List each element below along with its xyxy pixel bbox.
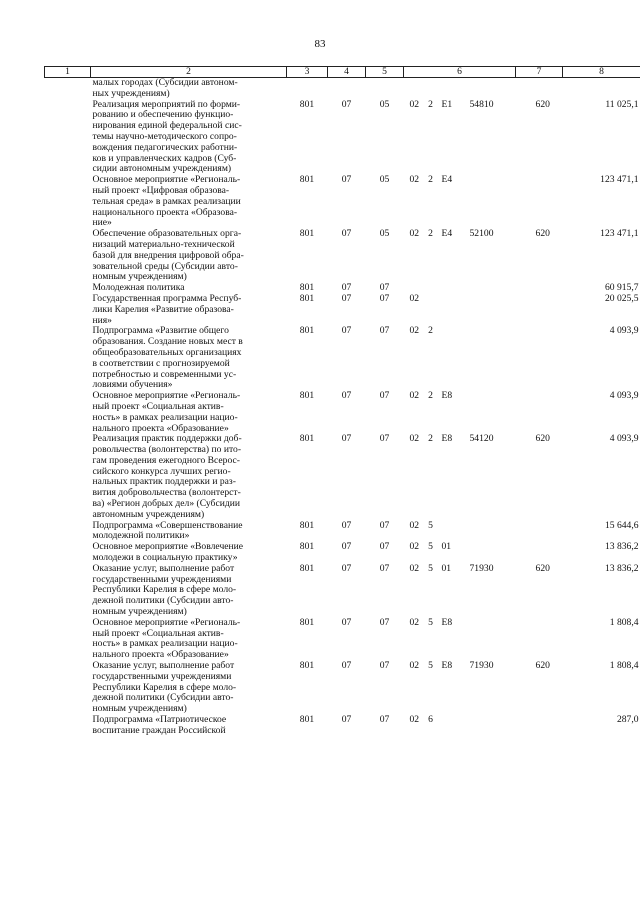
name-line: ровольчества (волонтерства) по ито- — [92, 444, 242, 456]
cell-direction-code: 71930 — [469, 660, 494, 672]
cell-col1 — [45, 434, 91, 520]
cell-amount: 123 471,1 — [600, 228, 639, 240]
name-line: ва) «Регион добрых дел» (Субсидии — [92, 498, 240, 510]
cell-event-code — [438, 294, 460, 326]
cell-name — [91, 175, 287, 229]
name-line: Республики Карелия в сфере моло- — [92, 681, 237, 693]
name-line: автономным учреждениям) — [92, 508, 205, 520]
col-header-8: 8 — [563, 67, 640, 78]
cell-col3: 801 — [299, 174, 315, 186]
cell-col3: 801 — [299, 390, 315, 402]
cell-subprogram-code: 2 — [428, 174, 433, 186]
page-number: 83 — [314, 38, 326, 50]
cell-subprogram-code: 6 — [428, 714, 433, 726]
cell-amount: 13 836,2 — [604, 562, 639, 574]
cell-name — [91, 391, 287, 434]
table-row — [45, 542, 640, 564]
cell-subprogram-code: 5 — [428, 562, 433, 574]
name-line: национального проекта «Образова- — [92, 206, 238, 218]
table-row — [45, 521, 640, 543]
name-line: Основное мероприятие «Вовлечение — [92, 541, 244, 553]
cell-col1 — [45, 542, 91, 564]
cell-name — [91, 326, 287, 391]
cell-expense-type — [516, 618, 563, 661]
cell-expense-type — [516, 521, 563, 543]
name-line: Основное мероприятие «Региональ- — [92, 390, 241, 402]
name-line: нального проекта «Образование» — [92, 422, 229, 434]
cell-direction-code — [460, 294, 516, 326]
cell-col1 — [45, 521, 91, 543]
name-line: Реализация мероприятий по форми- — [92, 98, 241, 110]
cell-col1 — [45, 283, 91, 294]
cell-direction-code: 54120 — [469, 433, 494, 445]
cell-expense-type — [516, 542, 563, 564]
cell-col4: 07 — [341, 714, 352, 726]
name-line: Реализация практик поддержки доб- — [92, 433, 242, 445]
cell-program-code: 02 — [409, 325, 420, 337]
name-line: зовательной среды (Субсидии авто- — [92, 260, 238, 272]
cell-col3: 801 — [299, 714, 315, 726]
name-line: темы научно-методического сопро- — [92, 130, 237, 142]
cell-col4: 07 — [341, 174, 352, 186]
cell-col5: 05 — [379, 98, 390, 110]
cell-col3: 801 — [299, 519, 315, 531]
name-line: нального проекта «Образование» — [92, 649, 229, 661]
cell-direction-code — [460, 78, 516, 100]
cell-name — [91, 618, 287, 661]
cell-col3: 801 — [299, 433, 315, 445]
cell-col4 — [328, 78, 366, 100]
table-row — [45, 294, 640, 326]
cell-name — [91, 294, 287, 326]
cell-col4: 07 — [341, 433, 352, 445]
cell-direction-code — [460, 521, 516, 543]
cell-expense-type: 620 — [535, 98, 550, 110]
name-line: ность» в рамках реализации нацио- — [92, 638, 238, 650]
cell-col4: 07 — [341, 228, 352, 240]
cell-amount: 123 471,1 — [600, 174, 639, 186]
cell-col4: 07 — [341, 660, 352, 672]
cell-col1 — [45, 326, 91, 391]
name-line: дежной политики (Субсидии авто- — [92, 692, 234, 704]
cell-col3: 801 — [299, 325, 315, 337]
cell-direction-code — [460, 618, 516, 661]
cell-col4: 07 — [341, 282, 352, 294]
cell-expense-type: 620 — [535, 228, 550, 240]
name-line: государственными учреждениями — [92, 573, 232, 585]
cell-name — [91, 229, 287, 283]
name-line: Республики Карелия в сфере моло- — [92, 584, 237, 596]
cell-col3 — [287, 78, 328, 100]
cell-program-code: 02 — [409, 433, 420, 445]
name-line: ный проект «Цифровая образова- — [92, 184, 230, 196]
col-header-2: 2 — [91, 67, 287, 78]
cell-amount: 287,0 — [616, 714, 639, 726]
name-line: ный проект «Социальная актив- — [92, 627, 224, 639]
cell-expense-type: 620 — [535, 433, 550, 445]
cell-col3: 801 — [299, 660, 315, 672]
cell-col3: 801 — [299, 292, 315, 304]
cell-event-code — [438, 326, 460, 391]
table-row — [45, 391, 640, 434]
name-line: номным учреждениям) — [92, 606, 187, 618]
cell-col4: 07 — [341, 519, 352, 531]
cell-subprogram-code — [424, 294, 438, 326]
cell-col1 — [45, 175, 91, 229]
cell-col4: 07 — [341, 292, 352, 304]
cell-direction-code: 52100 — [469, 228, 494, 240]
name-line: воспитание граждан Российской — [92, 724, 226, 736]
cell-col3: 801 — [299, 541, 315, 553]
cell-program-code: 02 — [409, 541, 420, 553]
cell-subprogram-code: 2 — [428, 390, 433, 402]
col-header-4: 4 — [328, 67, 366, 78]
name-line: сидии автономным учреждениям) — [92, 163, 232, 175]
table-body — [45, 78, 640, 737]
cell-name — [91, 542, 287, 564]
cell-event-code — [438, 283, 460, 294]
cell-program-code — [404, 78, 424, 100]
cell-direction-code — [460, 391, 516, 434]
cell-program-code: 02 — [409, 174, 420, 186]
name-line: лики Карелия «Развитие образова- — [92, 303, 234, 315]
cell-col3: 801 — [299, 282, 315, 294]
name-line: низаций материально-технической — [92, 238, 235, 250]
cell-name — [91, 564, 287, 618]
cell-event-code: E8 — [441, 390, 453, 402]
cell-event-code: E8 — [441, 616, 453, 628]
name-line: дежной политики (Субсидии авто- — [92, 595, 234, 607]
cell-name — [91, 434, 287, 520]
cell-subprogram-code: 5 — [428, 616, 433, 628]
name-line: ность» в рамках реализации нацио- — [92, 411, 238, 423]
cell-col5: 07 — [379, 325, 390, 337]
cell-expense-type — [516, 391, 563, 434]
cell-col1 — [45, 100, 91, 176]
name-line: ный проект «Социальная актив- — [92, 400, 224, 412]
cell-amount: 4 093,9 — [609, 433, 639, 445]
name-line: Подпрограмма «Патриотическое — [92, 714, 227, 726]
cell-col5: 05 — [379, 228, 390, 240]
cell-col1 — [45, 78, 91, 100]
col-header-6: 6 — [404, 67, 516, 78]
name-line: нирования единой федеральной сис- — [92, 120, 242, 132]
cell-col1 — [45, 618, 91, 661]
cell-amount: 20 025,5 — [604, 292, 639, 304]
cell-amount: 4 093,9 — [609, 390, 639, 402]
cell-expense-type — [516, 326, 563, 391]
cell-event-code: E4 — [441, 174, 453, 186]
cell-expense-type — [516, 283, 563, 294]
cell-subprogram-code — [424, 78, 438, 100]
cell-program-code: 02 — [409, 519, 420, 531]
cell-col4: 07 — [341, 562, 352, 574]
cell-expense-type: 620 — [535, 660, 550, 672]
name-line: Обеспечение образовательных орга- — [92, 228, 242, 240]
cell-event-code: E8 — [441, 660, 453, 672]
name-line: ловиями обучения» — [92, 379, 173, 391]
name-line: ние» — [92, 217, 112, 229]
name-line: гам проведения ежегодного Всерос- — [92, 454, 240, 466]
name-line: молодежной политики» — [92, 530, 190, 542]
cell-col1 — [45, 564, 91, 618]
cell-direction-code — [460, 175, 516, 229]
cell-col4: 07 — [341, 98, 352, 110]
cell-col5: 07 — [379, 292, 390, 304]
cell-amount: 13 836,2 — [604, 541, 639, 553]
cell-event-code: E1 — [441, 98, 453, 110]
name-line: Подпрограмма «Развитие общего — [92, 325, 229, 337]
cell-col3: 801 — [299, 228, 315, 240]
cell-subprogram-code — [424, 283, 438, 294]
cell-event-code: 01 — [441, 541, 452, 553]
cell-amount: 4 093,9 — [609, 325, 639, 337]
cell-amount: 60 915,7 — [604, 282, 639, 294]
cell-program-code: 02 — [409, 98, 420, 110]
cell-col5: 07 — [379, 541, 390, 553]
table-row — [45, 715, 640, 737]
cell-col1 — [45, 661, 91, 715]
col-header-5: 5 — [366, 67, 404, 78]
header-row — [45, 67, 640, 78]
name-line: образования. Создание новых мест в — [92, 336, 243, 348]
cell-subprogram-code: 5 — [428, 519, 433, 531]
cell-col4: 07 — [341, 541, 352, 553]
table-row — [45, 100, 640, 176]
cell-col1 — [45, 294, 91, 326]
cell-program-code: 02 — [409, 390, 420, 402]
cell-col5: 07 — [379, 433, 390, 445]
name-line: Основное мероприятие «Региональ- — [92, 174, 241, 186]
cell-subprogram-code: 2 — [428, 98, 433, 110]
cell-col5: 07 — [379, 616, 390, 628]
cell-event-code — [438, 715, 460, 737]
name-line: Государственная программа Респуб- — [92, 292, 242, 304]
cell-subprogram-code: 2 — [428, 325, 433, 337]
cell-name — [91, 521, 287, 543]
col-header-3: 3 — [287, 67, 328, 78]
name-line: ния» — [92, 314, 112, 326]
table-row — [45, 78, 640, 100]
col-header-7: 7 — [516, 67, 563, 78]
cell-subprogram-code: 5 — [428, 541, 433, 553]
cell-col5: 07 — [379, 562, 390, 574]
cell-program-code: 02 — [409, 660, 420, 672]
name-line: Основное мероприятие «Региональ- — [92, 616, 241, 628]
cell-col1 — [45, 391, 91, 434]
cell-col5: 07 — [379, 714, 390, 726]
cell-direction-code — [460, 326, 516, 391]
cell-event-code: 01 — [441, 562, 452, 574]
name-line: малых городах (Субсидии автоном- — [92, 77, 238, 88]
cell-name — [91, 715, 287, 737]
name-line: базой для внедрения цифровой обра- — [92, 249, 244, 261]
cell-col5: 07 — [379, 390, 390, 402]
cell-amount: 11 025,1 — [605, 98, 639, 110]
table-header — [45, 67, 640, 78]
name-line: тельная среда» в рамках реализации — [92, 195, 241, 207]
cell-col4: 07 — [341, 325, 352, 337]
name-line: вития добровольчества (волонтерст- — [92, 487, 241, 499]
table-row — [45, 618, 640, 661]
cell-col5 — [366, 78, 404, 100]
cell-amount: 15 644,6 — [604, 519, 639, 531]
name-line: государственными учреждениями — [92, 670, 232, 682]
cell-direction-code — [460, 542, 516, 564]
cell-event-code — [438, 78, 460, 100]
name-line: нальных практик поддержки и раз- — [92, 476, 236, 488]
cell-event-code: E8 — [441, 433, 453, 445]
name-line: Оказание услуг, выполнение работ — [92, 562, 235, 574]
cell-col5: 07 — [379, 282, 390, 294]
cell-subprogram-code: 5 — [428, 660, 433, 672]
table-row — [45, 661, 640, 715]
cell-col4: 07 — [341, 616, 352, 628]
cell-col3: 801 — [299, 616, 315, 628]
cell-name — [91, 661, 287, 715]
name-line: молодежи в социальную практику» — [92, 552, 238, 564]
name-line: Молодежная политика — [92, 282, 185, 294]
cell-subprogram-code: 2 — [428, 228, 433, 240]
cell-program-code: 02 — [409, 616, 420, 628]
name-line: общеобразовательных организациях — [92, 346, 242, 358]
cell-expense-type — [516, 78, 563, 100]
cell-col1 — [45, 229, 91, 283]
cell-amount — [563, 78, 640, 100]
table-row — [45, 434, 640, 520]
cell-col5: 07 — [379, 660, 390, 672]
cell-amount: 1 808,4 — [609, 660, 639, 672]
name-line: Оказание услуг, выполнение работ — [92, 660, 235, 672]
cell-event-code: E4 — [441, 228, 453, 240]
cell-name — [91, 100, 287, 176]
name-line: ков и управленческих кадров (Суб- — [92, 152, 237, 164]
cell-expense-type — [516, 294, 563, 326]
table-row — [45, 564, 640, 618]
name-line: в соответствии с прогнозируемой — [92, 357, 230, 369]
name-line: потребностью и современными ус- — [92, 368, 237, 380]
table-row — [45, 229, 640, 283]
name-line: сийского конкурса лучших регио- — [92, 465, 231, 477]
cell-col5: 05 — [379, 174, 390, 186]
col-header-1: 1 — [45, 67, 91, 78]
budget-table — [44, 66, 640, 737]
cell-col3: 801 — [299, 562, 315, 574]
cell-program-code: 02 — [409, 562, 420, 574]
cell-event-code — [438, 521, 460, 543]
name-line: номным учреждениям) — [92, 271, 187, 283]
cell-program-code: 02 — [409, 292, 420, 304]
cell-expense-type: 620 — [535, 562, 550, 574]
table-row — [45, 175, 640, 229]
cell-name — [91, 78, 287, 100]
cell-expense-type — [516, 175, 563, 229]
cell-amount: 1 808,4 — [609, 616, 639, 628]
cell-direction-code — [460, 715, 516, 737]
name-line: ных учреждениям) — [92, 87, 170, 99]
cell-program-code: 02 — [409, 228, 420, 240]
cell-expense-type — [516, 715, 563, 737]
cell-direction-code: 54810 — [469, 98, 494, 110]
name-line: Подпрограмма «Совершенствование — [92, 519, 243, 531]
name-line: вождения педагогических работни- — [92, 141, 238, 153]
cell-col3: 801 — [299, 98, 315, 110]
cell-subprogram-code: 2 — [428, 433, 433, 445]
cell-col5: 07 — [379, 519, 390, 531]
cell-program-code: 02 — [409, 714, 420, 726]
cell-col4: 07 — [341, 390, 352, 402]
cell-direction-code: 71930 — [469, 562, 494, 574]
cell-col1 — [45, 715, 91, 737]
name-line: рованию и обеспечению функцио- — [92, 109, 234, 121]
cell-direction-code — [460, 283, 516, 294]
name-line: номным учреждениям) — [92, 703, 187, 715]
table-row — [45, 326, 640, 391]
